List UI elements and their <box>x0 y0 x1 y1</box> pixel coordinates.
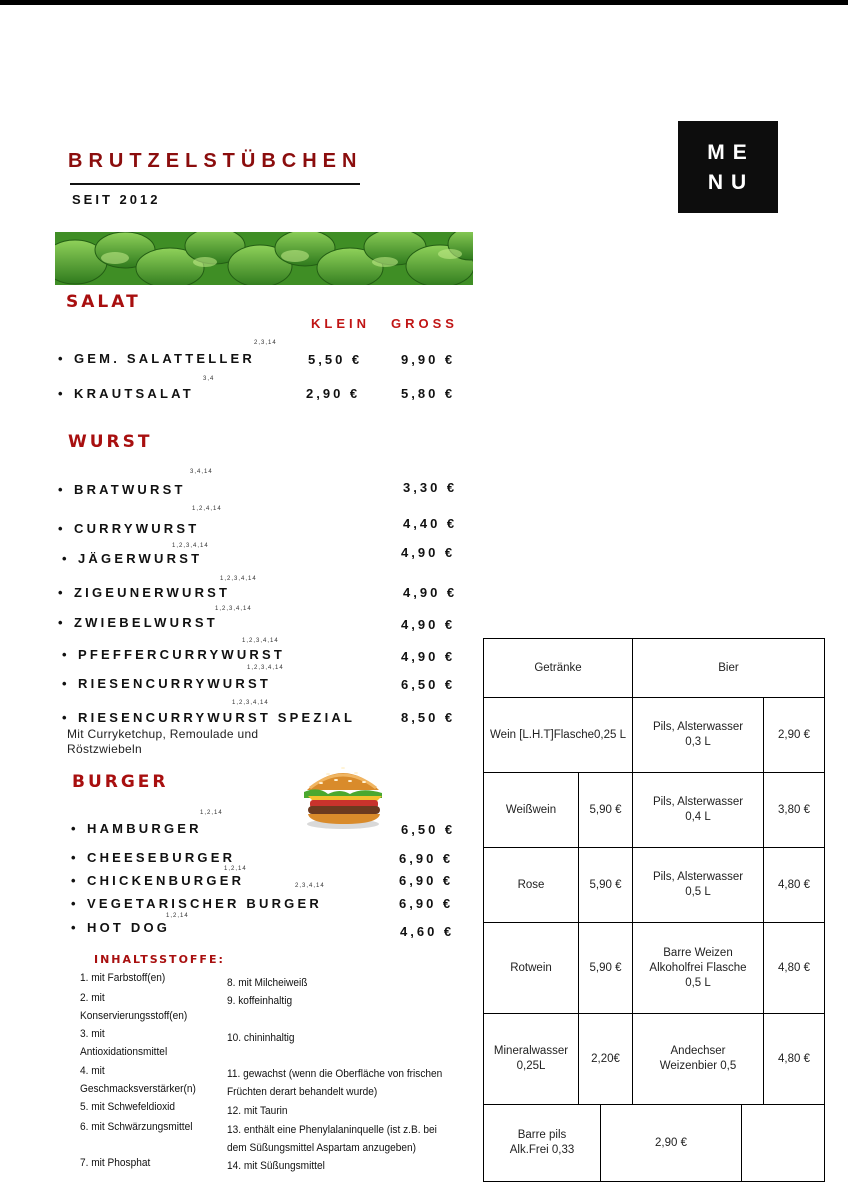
menu-badge <box>678 121 778 213</box>
beer-name: Barre Weizen Alkoholfrei Flasche 0,5 L <box>649 946 747 989</box>
inhaltsstoffe-note: 9. koffeinhaltig <box>227 995 293 1007</box>
inhaltsstoffe-note: 1. mit Farbstoff(en) <box>80 972 166 984</box>
since-label: SEIT 2012 <box>72 192 161 207</box>
menu-item-krautsalat: • KRAUTSALAT <box>58 386 194 401</box>
spezial-note-line2: Röstzwiebeln <box>67 742 142 756</box>
beer-name: Pils, Alsterwasser 0,4 L <box>652 796 744 823</box>
header-getraenke: Getränke <box>534 661 582 674</box>
brand-title: BRUTZELSTÜBCHEN <box>68 150 363 172</box>
item-price: 6,90 € <box>399 873 454 888</box>
item-name: JÄGERWURST <box>78 551 203 566</box>
price-klein: 5,50 € <box>308 352 363 367</box>
inhaltsstoffe-note: 11. gewachst (wenn die Oberfläche von frischen <box>227 1068 443 1080</box>
allergen-sup: 2,3,4,14 <box>295 883 325 889</box>
menu-item-bratwurst: • BRATWURST <box>58 482 186 497</box>
menu-item-chickenburger: • CHICKENBURGER <box>71 873 245 888</box>
inhaltsstoffe-note: Geschmacksverstärker(n) <box>80 1083 196 1095</box>
drink-price: 2,20€ <box>591 1052 620 1065</box>
inhaltsstoffe-note: 7. mit Phosphat <box>80 1157 151 1169</box>
allergen-sup: 2,3,14 <box>254 340 277 346</box>
menu-item-cheeseburger: • CHEESEBURGER <box>71 850 236 865</box>
inhaltsstoffe-note: 2. mit <box>80 992 105 1004</box>
menu-item-hot-dog: • HOT DOG <box>71 920 171 935</box>
inhaltsstoffe-title: INHALTSSTOFFE: <box>94 953 225 966</box>
price-klein: 2,90 € <box>306 386 361 401</box>
header-bier: Bier <box>718 661 739 674</box>
allergen-sup: 3,4,14 <box>190 469 213 475</box>
item-price: 4,40 € <box>403 516 458 531</box>
allergen-sup: 1,2,3,4,14 <box>247 665 284 671</box>
item-name: RIESENCURRYWURST SPEZIAL <box>78 710 356 725</box>
drink-price: 5,90 € <box>589 878 622 891</box>
menu-item-riesencurrywurst: • RIESENCURRYWURST <box>62 676 272 691</box>
item-name: KRAUTSALAT <box>74 386 194 401</box>
item-price: 4,90 € <box>401 649 456 664</box>
allergen-sup: 1,2,3,4,14 <box>242 638 279 644</box>
item-price: 6,50 € <box>401 822 456 837</box>
item-price: 6,50 € <box>401 677 456 692</box>
section-title-wurst: WURST <box>68 432 153 452</box>
inhaltsstoffe-note: 8. mit Milcheiweiß <box>227 977 308 989</box>
menu-item-zigeunerwurst: • ZIGEUNERWURST <box>58 585 231 600</box>
price-gross: 9,90 € <box>401 352 456 367</box>
item-name: RIESENCURRYWURST <box>78 676 272 691</box>
inhaltsstoffe-note: 5. mit Schwefeldioxid <box>80 1101 176 1113</box>
inhaltsstoffe-note: 6. mit Schwärzungsmittel <box>80 1121 193 1133</box>
allergen-sup: 1,2,3,4,14 <box>232 700 269 706</box>
item-name: GEM. SALATTELLER <box>74 351 255 366</box>
allergen-sup: 1,2,3,4,14 <box>215 606 252 612</box>
item-price: 6,90 € <box>399 896 454 911</box>
item-price: 6,90 € <box>399 851 454 866</box>
lettuce-image <box>55 232 473 285</box>
table-border <box>741 1104 742 1182</box>
drink-price: 5,90 € <box>589 961 622 974</box>
inhaltsstoffe-note: 12. mit Taurin <box>227 1105 288 1117</box>
item-name: PFEFFERCURRYWURST <box>78 647 286 662</box>
column-head-gross: GROSS <box>391 316 458 331</box>
beer-price: 4,80 € <box>778 961 810 974</box>
inhaltsstoffe-note: dem Süßungsmittel Aspartam anzugeben) <box>227 1142 417 1154</box>
item-name: CURRYWURST <box>74 521 200 536</box>
menu-item-hamburger: • HAMBURGER <box>71 821 202 836</box>
inhaltsstoffe-note: 13. enthält eine Phenylalaninquelle (ist z.B. bei <box>227 1124 437 1136</box>
drink-price: 5,90 € <box>589 803 622 816</box>
allergen-sup: 1,2,14 <box>224 866 247 872</box>
beer-name: Pils, Alsterwasser 0,5 L <box>652 871 744 898</box>
section-title-salat: SALAT <box>66 292 141 312</box>
item-price: 4,90 € <box>401 545 456 560</box>
brand-underline <box>70 183 360 185</box>
inhaltsstoffe-note: Früchten derart behandelt wurde) <box>227 1086 378 1098</box>
item-name: VEGETARISCHER BURGER <box>87 896 322 911</box>
menu-item-salatteller: • GEM. SALATTELLER <box>58 351 255 366</box>
table-border <box>824 638 825 1182</box>
allergen-sup: 1,2,14 <box>200 810 223 816</box>
inhaltsstoffe-note: Antioxidationsmittel <box>80 1046 168 1058</box>
item-price: 3,30 € <box>403 480 458 495</box>
column-head-klein: KLEIN <box>311 316 370 331</box>
beer-price: 2,90 € <box>778 728 810 741</box>
menu-item-zwiebelwurst: • ZWIEBELWURST <box>58 615 218 630</box>
item-name: CHICKENBURGER <box>87 873 245 888</box>
beer-name: Pils, Alsterwasser 0,3 L <box>652 721 744 748</box>
item-name: BRATWURST <box>74 482 186 497</box>
menu-badge-line2: NU <box>707 171 755 194</box>
drink-name: Rose <box>517 878 545 891</box>
spezial-note-line1: Mit Curryketchup, Remoulade und <box>67 727 259 741</box>
allergen-sup: 1,2,3,4,14 <box>172 543 209 549</box>
item-name: CHEESEBURGER <box>87 850 236 865</box>
burger-icon <box>298 754 388 830</box>
menu-badge-line1: ME <box>707 141 755 164</box>
drink-name: Mineralwasser 0,25L <box>493 1045 569 1072</box>
allergen-sup: 1,2,14 <box>166 913 189 919</box>
item-name: ZWIEBELWURST <box>74 615 218 630</box>
inhaltsstoffe-note: 3. mit <box>80 1028 105 1040</box>
item-name: HOT DOG <box>87 920 171 935</box>
inhaltsstoffe-note: 10. chininhaltig <box>227 1032 295 1044</box>
item-name: HAMBURGER <box>87 821 202 836</box>
inhaltsstoffe-note: 4. mit <box>80 1065 105 1077</box>
item-price: 4,90 € <box>403 585 458 600</box>
menu-item-riesencurrywurst-spezial: • RIESENCURRYWURST SPEZIAL <box>62 710 356 725</box>
drink-name: Rotwein <box>510 961 552 974</box>
table-border <box>483 1181 825 1182</box>
allergen-sup: 1,2,4,14 <box>192 506 222 512</box>
item-name: ZIGEUNERWURST <box>74 585 231 600</box>
allergen-sup: 3,4 <box>203 376 215 382</box>
beer-price: 4,80 € <box>778 1052 810 1065</box>
top-bar <box>0 0 848 5</box>
drink-name: Weißwein <box>505 803 557 816</box>
drink-price: 2,90 € <box>655 1136 687 1149</box>
menu-item-jaegerwurst: • JÄGERWURST <box>62 551 203 566</box>
item-price: 4,60 € <box>400 924 455 939</box>
menu-item-pfeffercurrywurst: • PFEFFERCURRYWURST <box>62 647 286 662</box>
price-gross: 5,80 € <box>401 386 456 401</box>
beer-name: Andechser Weizenbier 0,5 <box>659 1045 737 1072</box>
item-price: 4,90 € <box>401 617 456 632</box>
menu-item-currywurst: • CURRYWURST <box>58 521 200 536</box>
item-price: 8,50 € <box>401 710 456 725</box>
allergen-sup: 1,2,3,4,14 <box>220 576 257 582</box>
beer-price: 3,80 € <box>778 803 810 816</box>
menu-item-vegetarischer-burger: • VEGETARISCHER BURGER <box>71 896 322 911</box>
drink-name: Wein [L.H.T]Flasche0,25 L <box>490 728 626 741</box>
section-title-burger: BURGER <box>72 772 169 792</box>
inhaltsstoffe-note: Konservierungsstoff(en) <box>80 1010 188 1022</box>
inhaltsstoffe-note: 14. mit Süßungsmittel <box>227 1160 325 1172</box>
drink-name: Barre pils Alk.Frei 0,33 <box>509 1129 575 1156</box>
drinks-table <box>483 638 825 1182</box>
beer-price: 4,80 € <box>778 878 810 891</box>
